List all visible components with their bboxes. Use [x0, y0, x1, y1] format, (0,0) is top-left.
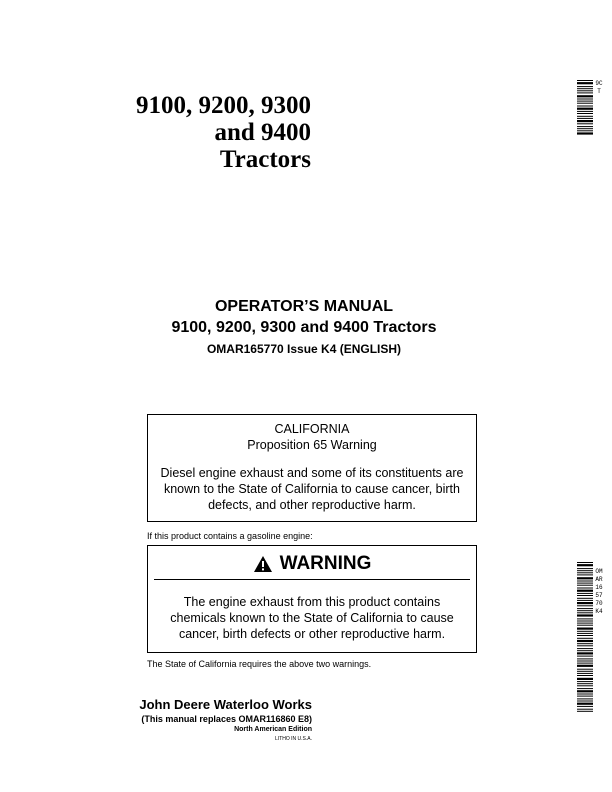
- title-line-and: and 9400: [214, 119, 311, 146]
- barcode-top: [577, 80, 593, 135]
- edition-label: North American Edition: [234, 726, 312, 733]
- california-box-text: Diesel engine exhaust and some of its constituents are known to the State of California to cause cancer, birth defects, and other reproductive harm.: [160, 466, 464, 512]
- california-box-title: CALIFORNIA: [274, 422, 350, 436]
- title-line-tractors: Tractors: [219, 146, 311, 173]
- publisher-name: John Deere Waterloo Works: [139, 697, 312, 712]
- document-title: [60, 92, 311, 173]
- warning-header: [148, 552, 476, 576]
- title-line-models: 9100, 9200, 9300: [136, 92, 311, 119]
- publisher-block: [80, 697, 312, 743]
- warning-box-text: The engine exhaust from this product contains chemicals known to the State of California to cause cancer, birth defects or other reproductive harm.: [170, 595, 454, 641]
- barcode-top-text: 9CT: [595, 80, 603, 95]
- warning-divider: [154, 579, 470, 580]
- warning-box: [147, 545, 477, 653]
- barcode-bottom-text: OMAR165770K4: [595, 568, 603, 615]
- manual-number: OMAR165770 Issue K4 (ENGLISH): [206, 342, 402, 356]
- state-requirement-note: The State of California requires the above two warnings.: [147, 659, 372, 669]
- litho-label: LITHO IN U.S.A.: [275, 736, 312, 742]
- replaces-note: (This manual replaces OMAR116860 E8): [141, 714, 312, 724]
- manual-heading-block: [100, 296, 508, 338]
- warning-label: WARNING: [279, 553, 372, 574]
- gasoline-engine-note: If this product contains a gasoline engine:: [147, 531, 313, 541]
- california-prop65-box: [147, 414, 477, 522]
- california-box-heading: [148, 421, 476, 453]
- manual-heading: OPERATOR’S MANUAL: [214, 298, 394, 315]
- warning-triangle-icon: [253, 555, 273, 573]
- barcode-bottom: [577, 562, 593, 712]
- manual-subheading: 9100, 9200, 9300 and 9400 Tractors: [171, 319, 437, 336]
- california-box-subtitle: Proposition 65 Warning: [247, 438, 377, 452]
